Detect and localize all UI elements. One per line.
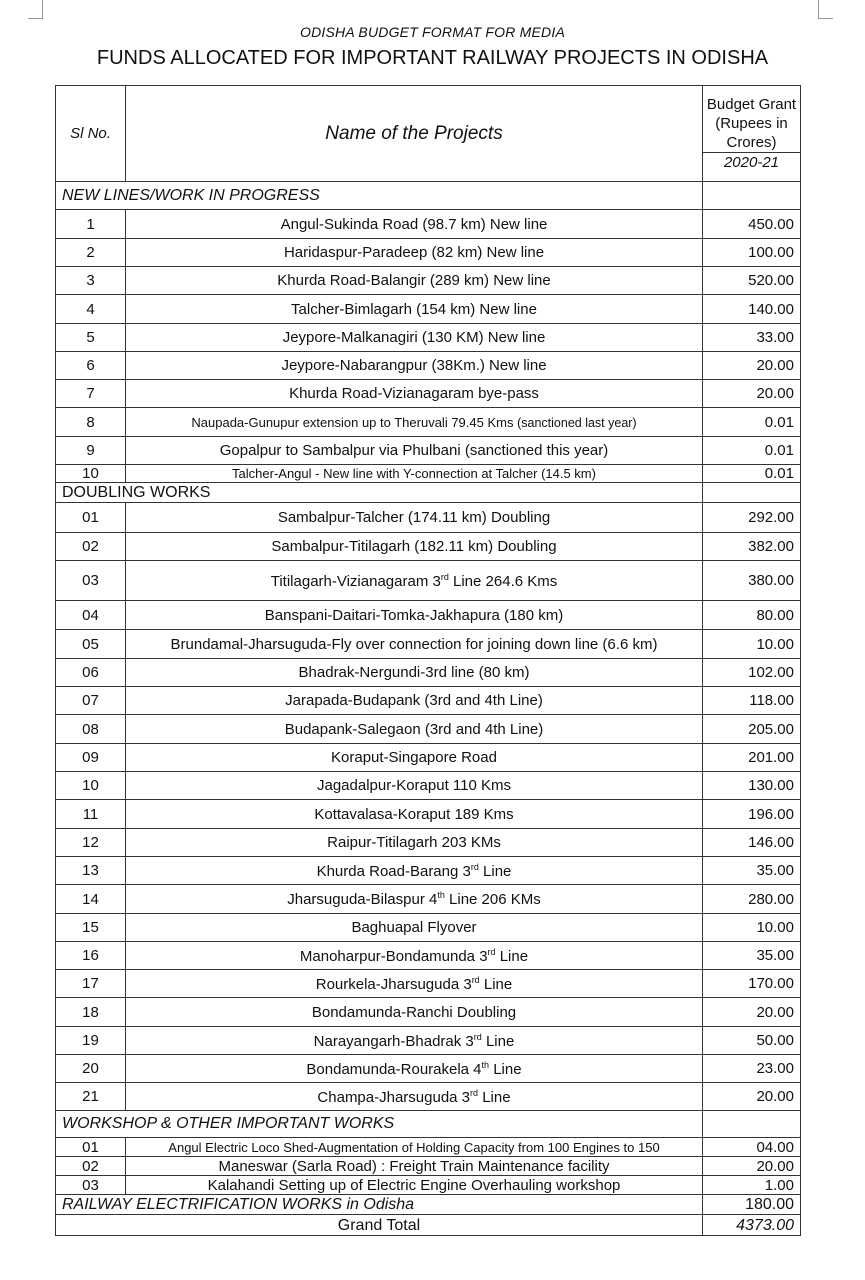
ordinal-suffix: th <box>437 890 445 900</box>
row-sl-no: 06 <box>56 659 126 687</box>
row-project-name <box>126 1027 703 1055</box>
project-name-text: Jeypore-Nabarangpur (38Km.) New line <box>281 357 547 374</box>
table-row <box>56 1176 801 1195</box>
table-row <box>56 408 801 437</box>
section-value-blank <box>703 483 801 503</box>
table-row <box>56 885 801 914</box>
electrification-row <box>56 1195 801 1215</box>
project-name-text: Baghuapal Flyover <box>351 919 477 936</box>
row-budget-value: 20.00 <box>703 1157 801 1176</box>
row-project-name <box>126 942 703 970</box>
row-budget-value: 205.00 <box>703 715 801 744</box>
ordinal-suffix: rd <box>487 946 496 957</box>
row-budget-value: 10.00 <box>703 914 801 942</box>
table-row <box>56 659 801 687</box>
row-sl-no: 21 <box>56 1083 126 1111</box>
section-doubling <box>56 483 801 503</box>
row-project-name <box>126 800 703 829</box>
row-project-name <box>126 239 703 267</box>
project-name-text: Angul Electric Loco Shed-Augmentation of Holding Capacity from 100 Engines to 150 <box>168 1139 660 1155</box>
row-sl-no: 17 <box>56 970 126 998</box>
table-row <box>56 715 801 744</box>
row-budget-value: 20.00 <box>703 352 801 380</box>
row-sl-no: 2 <box>56 239 126 267</box>
row-budget-value: 280.00 <box>703 885 801 914</box>
row-budget-value: 50.00 <box>703 1027 801 1055</box>
table-row <box>56 829 801 857</box>
row-sl-no: 10 <box>56 465 126 483</box>
table-row <box>56 465 801 483</box>
row-budget-value: 35.00 <box>703 942 801 970</box>
row-project-name <box>126 1157 703 1176</box>
table-row <box>56 1055 801 1083</box>
row-project-name <box>126 437 703 465</box>
table-row <box>56 998 801 1027</box>
project-name-text: Khurda Road-Vizianagaram bye-pass <box>289 385 539 402</box>
table-row <box>56 744 801 772</box>
row-sl-no: 19 <box>56 1027 126 1055</box>
project-name-text: Maneswar (Sarla Road) : Freight Train Maintenance facility <box>218 1157 610 1175</box>
electrification-value: 180.00 <box>703 1195 801 1215</box>
row-sl-no: 13 <box>56 857 126 885</box>
row-budget-value: 20.00 <box>703 1083 801 1111</box>
row-sl-no: 9 <box>56 437 126 465</box>
row-budget-value: 292.00 <box>703 503 801 533</box>
table-row <box>56 352 801 380</box>
row-budget-value: 100.00 <box>703 239 801 267</box>
row-project-name <box>126 601 703 630</box>
table-row <box>56 503 801 533</box>
row-budget-value: 0.01 <box>703 465 801 483</box>
project-name-text: Bhadrak-Nergundi-3rd line (80 km) <box>298 664 530 681</box>
row-sl-no: 07 <box>56 687 126 715</box>
table-row <box>56 295 801 324</box>
row-budget-value: 33.00 <box>703 324 801 352</box>
project-name-suffix: Line <box>478 862 512 880</box>
project-name-text: Sambalpur-Talcher (174.11 km) Doubling <box>277 509 551 526</box>
section-value-blank <box>703 182 801 210</box>
row-sl-no: 3 <box>56 267 126 295</box>
project-name-text: Angul-Sukinda Road (98.7 km) New line <box>280 215 548 233</box>
table-row <box>56 267 801 295</box>
table-row <box>56 772 801 800</box>
project-name-text: Jarapada-Budapank (3rd and 4th Line) <box>285 692 543 709</box>
row-budget-value: 0.01 <box>703 437 801 465</box>
project-name-suffix: Line <box>495 947 529 965</box>
row-project-name <box>126 630 703 659</box>
row-budget-value: 35.00 <box>703 857 801 885</box>
ordinal-suffix: th <box>481 1059 490 1070</box>
row-budget-value: 520.00 <box>703 267 801 295</box>
project-name-text: Koraput-Singapore Road <box>331 749 497 766</box>
row-project-name <box>126 857 703 885</box>
project-name-text: Talcher-Bimlagarh (154 km) New line <box>291 300 537 318</box>
row-project-name <box>126 1055 703 1083</box>
table-row <box>56 970 801 998</box>
table-row <box>56 380 801 408</box>
row-project-name <box>126 352 703 380</box>
row-sl-no: 03 <box>56 561 126 601</box>
row-project-name <box>126 970 703 998</box>
grand-total-row <box>56 1215 801 1236</box>
header-budget-grant <box>703 86 801 182</box>
section-title: NEW LINES/WORK IN PROGRESS <box>56 182 703 210</box>
section-workshop <box>56 1111 801 1138</box>
header-sl-no: Sl No. <box>56 86 126 182</box>
table-row <box>56 630 801 659</box>
document-title: FUNDS ALLOCATED FOR IMPORTANT RAILWAY PROJECTS IN ODISHA <box>96 47 769 69</box>
table-row <box>56 324 801 352</box>
table-row <box>56 800 801 829</box>
row-sl-no: 15 <box>56 914 126 942</box>
row-project-name <box>126 687 703 715</box>
row-budget-value: 382.00 <box>703 533 801 561</box>
project-name-suffix: Line 264.6 Kms <box>448 572 558 590</box>
row-sl-no: 01 <box>56 1138 126 1157</box>
row-sl-no: 02 <box>56 1157 126 1176</box>
electrification-label: RAILWAY ELECTRIFICATION WORKS in Odisha <box>56 1195 703 1215</box>
project-name-text: Bondamunda-Rourakela 4 <box>306 1060 482 1078</box>
ordinal-suffix: rd <box>471 974 480 985</box>
document-subtitle: ODISHA BUDGET FORMAT FOR MEDIA <box>299 24 565 40</box>
project-name-text: Raipur-Titilagarh 203 KMs <box>327 834 501 851</box>
table-header-row <box>56 86 801 182</box>
row-sl-no: 6 <box>56 352 126 380</box>
header-grant-year: 2020-21 <box>703 152 800 172</box>
row-project-name <box>126 210 703 239</box>
row-budget-value: 04.00 <box>703 1138 801 1157</box>
table-row <box>56 601 801 630</box>
row-sl-no: 16 <box>56 942 126 970</box>
row-budget-value: 1.00 <box>703 1176 801 1195</box>
table-row <box>56 437 801 465</box>
row-project-name <box>126 1176 703 1195</box>
table-row <box>56 1138 801 1157</box>
table-row <box>56 687 801 715</box>
project-name-text: Budapank-Salegaon (3rd and 4th Line) <box>284 720 544 738</box>
section-title: WORKSHOP & OTHER IMPORTANT WORKS <box>56 1111 703 1138</box>
row-sl-no: 09 <box>56 744 126 772</box>
row-budget-value: 23.00 <box>703 1055 801 1083</box>
row-project-name <box>126 503 703 533</box>
row-sl-no: 10 <box>56 772 126 800</box>
row-budget-value: 140.00 <box>703 295 801 324</box>
row-sl-no: 1 <box>56 210 126 239</box>
row-sl-no: 7 <box>56 380 126 408</box>
row-budget-value: 20.00 <box>703 380 801 408</box>
row-budget-value: 170.00 <box>703 970 801 998</box>
row-sl-no: 01 <box>56 503 126 533</box>
project-name-text: Talcher-Angul - New line with Y-connection at Talcher (14.5 km) <box>232 466 596 481</box>
project-name-suffix: Line <box>479 975 513 993</box>
project-name-text: Khurda Road-Balangir (289 km) New line <box>277 272 551 289</box>
row-sl-no: 20 <box>56 1055 126 1083</box>
row-sl-no: 14 <box>56 885 126 914</box>
row-project-name <box>126 998 703 1027</box>
ordinal-suffix: rd <box>440 571 449 582</box>
row-budget-value: 102.00 <box>703 659 801 687</box>
row-sl-no: 8 <box>56 408 126 437</box>
table-row <box>56 533 801 561</box>
project-name-text: Naupada-Gunupur extension up to Theruvali 79.45 Kms <box>191 414 514 430</box>
project-name-text: Jagadalpur-Koraput 110 Kms <box>316 777 511 794</box>
row-budget-value: 80.00 <box>703 601 801 630</box>
table-row <box>56 1157 801 1176</box>
table-row <box>56 942 801 970</box>
grand-total-value: 4373.00 <box>703 1215 801 1236</box>
row-sl-no: 04 <box>56 601 126 630</box>
row-project-name <box>126 744 703 772</box>
table-row <box>56 210 801 239</box>
row-budget-value: 196.00 <box>703 800 801 829</box>
row-project-name <box>126 1083 703 1111</box>
project-name-text: Banspani-Daitari-Tomka-Jakhapura (180 km) <box>264 606 564 624</box>
row-project-name <box>126 465 703 483</box>
row-budget-value: 201.00 <box>703 744 801 772</box>
ordinal-suffix: rd <box>470 861 479 872</box>
project-name-text: Gopalpur to Sambalpur via Phulbani (sanctioned this year) <box>219 442 609 459</box>
ordinal-suffix: rd <box>470 1087 479 1098</box>
table-row <box>56 857 801 885</box>
project-note: (sanctioned last year) <box>517 415 637 430</box>
project-name-text: Bondamunda-Ranchi Doubling <box>311 1003 517 1021</box>
row-budget-value: 20.00 <box>703 998 801 1027</box>
section-value-blank <box>703 1111 801 1138</box>
project-name-text: Sambalpur-Titilagarh (182.11 km) Doubling <box>271 538 557 555</box>
row-project-name <box>126 324 703 352</box>
row-sl-no: 11 <box>56 800 126 829</box>
row-sl-no: 18 <box>56 998 126 1027</box>
header-grant-label: Budget Grant (Rupees in Crores) <box>706 96 797 151</box>
table-row <box>56 561 801 601</box>
project-name-text: Titilagarh-Vizianagaram 3 <box>270 572 441 590</box>
row-project-name <box>126 772 703 800</box>
row-project-name <box>126 295 703 324</box>
row-budget-value: 118.00 <box>703 687 801 715</box>
ordinal-suffix: rd <box>473 1031 482 1042</box>
project-name-text: Manoharpur-Bondamunda 3 <box>299 947 488 965</box>
header-project-name: Name of the Projects <box>126 86 703 182</box>
row-budget-value: 146.00 <box>703 829 801 857</box>
section-title: DOUBLING WORKS <box>56 483 703 503</box>
section-new-lines <box>56 182 801 210</box>
row-sl-no: 08 <box>56 715 126 744</box>
row-sl-no: 5 <box>56 324 126 352</box>
project-name-text: Rourkela-Jharsuguda 3 <box>315 975 472 993</box>
row-project-name <box>126 715 703 744</box>
row-project-name <box>126 561 703 601</box>
project-name-suffix: Line <box>489 1060 522 1078</box>
project-name-text: Narayangarh-Bhadrak 3 <box>313 1032 474 1050</box>
table-row <box>56 1083 801 1111</box>
project-name-text: Champa-Jharsuguda 3 <box>317 1088 471 1106</box>
row-sl-no: 02 <box>56 533 126 561</box>
row-project-name <box>126 267 703 295</box>
page-corner-mark-right <box>818 0 833 19</box>
row-budget-value: 10.00 <box>703 630 801 659</box>
project-name-text: Khurda Road-Barang 3 <box>316 862 471 880</box>
project-name-text: Haridaspur-Paradeep (82 km) New line <box>283 244 545 261</box>
row-project-name <box>126 914 703 942</box>
row-budget-value: 380.00 <box>703 561 801 601</box>
row-sl-no: 03 <box>56 1176 126 1195</box>
row-project-name <box>126 659 703 687</box>
budget-table <box>55 85 801 1236</box>
row-sl-no: 05 <box>56 630 126 659</box>
row-project-name <box>126 533 703 561</box>
row-sl-no: 4 <box>56 295 126 324</box>
project-name-text: Jharsuguda-Bilaspur 4 <box>287 891 438 908</box>
table-row <box>56 239 801 267</box>
project-name-suffix: Line <box>478 1088 511 1106</box>
row-project-name <box>126 380 703 408</box>
row-project-name <box>126 885 703 914</box>
row-sl-no: 12 <box>56 829 126 857</box>
project-name-text: Jeypore-Malkanagiri (130 KM) New line <box>282 329 546 346</box>
grand-total-label: Grand Total <box>56 1215 703 1236</box>
page-corner-mark-left <box>28 0 43 19</box>
row-budget-value: 450.00 <box>703 210 801 239</box>
project-name-suffix: Line <box>481 1032 515 1050</box>
row-budget-value: 130.00 <box>703 772 801 800</box>
project-name-suffix: Line 206 KMs <box>444 891 541 908</box>
project-name-text: Brundamal-Jharsuguda-Fly over connection for joining down line (6.6 km) <box>170 635 658 653</box>
project-name-text: Kalahandi Setting up of Electric Engine Overhauling workshop <box>207 1176 621 1194</box>
table-row <box>56 914 801 942</box>
table-row <box>56 1027 801 1055</box>
row-project-name <box>126 829 703 857</box>
row-budget-value: 0.01 <box>703 408 801 437</box>
project-name-text: Kottavalasa-Koraput 189 Kms <box>314 805 514 823</box>
row-project-name <box>126 1138 703 1157</box>
row-project-name <box>126 408 703 437</box>
